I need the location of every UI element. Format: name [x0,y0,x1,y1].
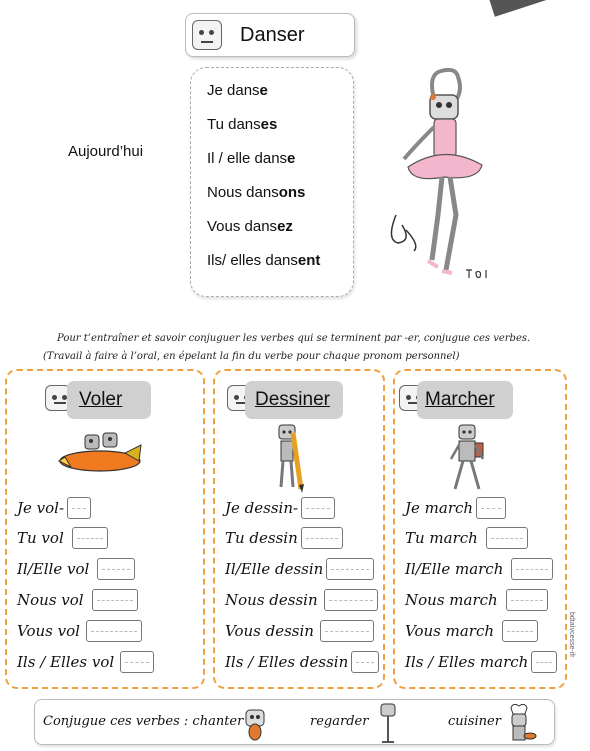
conjugation-panel [190,67,354,297]
conjugation-row: Nous march [405,589,548,611]
answer-box[interactable] [72,527,108,549]
conjugation-line: Je danse [207,82,268,99]
walking-robot-icon [447,423,489,495]
answer-box[interactable] [502,620,538,642]
conjugation-row: Il/Elle dessin [225,558,374,580]
answer-box[interactable] [67,497,91,519]
camera-robot-icon [377,702,399,744]
answer-box[interactable] [86,620,142,642]
conjugation-row: Tu march [405,527,528,549]
verb-box-marcher [393,369,567,689]
bottom-exercise-bar [34,699,555,745]
today-label: Aujourd’hui [68,143,144,160]
conjugation-row: Vous vol [17,620,142,642]
verb-tab [417,381,513,419]
conjugation-row: Je march [405,497,506,519]
conjugation-row: Vous march [405,620,538,642]
bottom-prompt: Conjugue ces verbes : chanter [43,714,244,729]
verb-title: Marcher [425,389,495,410]
instruction-line-2: (Travail à faire à l’oral, en épelant la fin du verbe pour chaque pronom personnel) [43,351,460,362]
chef-robot-icon [503,702,537,744]
airplane-robots-icon [55,427,145,479]
page-title: Danser [240,24,305,46]
conjugation-row: Tu dessin [225,527,343,549]
page-corner-shadow [488,0,552,17]
conjugation-row: Je vol- [17,497,91,519]
conjugation-row: Ils / Elles march [405,651,557,673]
conjugation-row: Il/Elle vol [17,558,135,580]
robot-icon [192,20,222,50]
title-card [185,13,355,57]
verb-tab [245,381,343,419]
conjugation-row: Nous dessin [225,589,378,611]
answer-box[interactable] [92,589,138,611]
ballerina-robot-illustration [386,65,506,285]
bottom-verb-regarder: regarder [310,714,369,729]
answer-box[interactable] [506,589,548,611]
verb-tab [67,381,151,419]
conjugation-row: Tu vol [17,527,108,549]
pencil-robot-icon [271,423,311,495]
conjugation-line: Vous dansez [207,218,293,235]
verb-title: Dessiner [255,389,330,410]
conjugation-row: Ils / Elles dessin [225,651,379,673]
singing-robot-icon [240,704,270,742]
conjugation-row: Ils / Elles vol [17,651,154,673]
answer-box[interactable] [97,558,135,580]
answer-box[interactable] [320,620,374,642]
answer-box[interactable] [326,558,374,580]
answer-box[interactable] [324,589,378,611]
conjugation-row: Il/Elle march [405,558,553,580]
verb-box-dessiner [213,369,385,689]
answer-box[interactable] [476,497,506,519]
answer-box[interactable] [301,497,335,519]
conjugation-row: Je dessin- [225,497,335,519]
conjugation-row: Nous vol [17,589,138,611]
answer-box[interactable] [531,651,557,673]
conjugation-line: Il / elle danse [207,150,296,167]
conjugation-line: Ils/ elles dansent [207,252,321,269]
conjugation-line: Nous dansons [207,184,306,201]
conjugation-line: Tu danses [207,116,278,133]
watermark: bdtaìvcesse-ifr [568,612,575,658]
verb-box-voler [5,369,205,689]
instruction-line-1: Pour t’entraîner et savoir conjuguer les verbes qui se terminent par -er, conjugue ces verbes. [57,333,531,344]
verb-title: Voler [79,389,123,410]
answer-box[interactable] [301,527,343,549]
answer-box[interactable] [511,558,553,580]
answer-box[interactable] [486,527,528,549]
answer-box[interactable] [351,651,379,673]
bottom-verb-cuisiner: cuisiner [448,714,501,729]
answer-box[interactable] [120,651,154,673]
conjugation-row: Vous dessin [225,620,374,642]
